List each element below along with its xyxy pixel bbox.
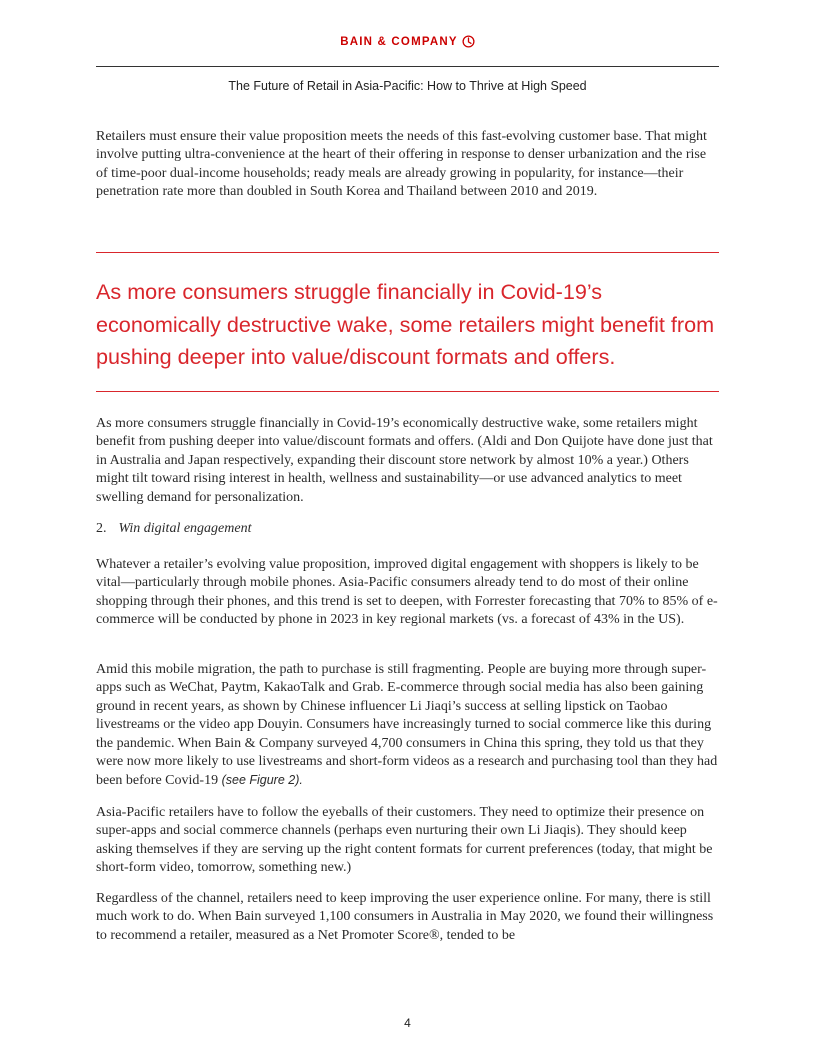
paragraph-user-experience: Regardless of the channel, retailers need to keep improving the user experience online. For many, there is still much work to do. When Bain surveyed 1,100 consumers in Australia in May 2020, we found their willingness to recommend a retailer, measured as a Net Promoter Score®, tended to be — [96, 891, 714, 943]
header-divider — [96, 66, 719, 67]
pull-quote-bottom-rule — [96, 391, 719, 392]
pull-quote-top-rule — [96, 252, 719, 253]
paragraph-mobile-migration — [96, 661, 719, 791]
paragraph-intro: Retailers must ensure their value proposition meets the needs of this fast-evolving customer base. That might involve putting ultra-convenience at the heart of their offering in response to denser urbanization and the rise of time-poor dual-income households; ready meals are already growing in popularity, for instance—their penetration rate more than doubled in South Korea and Thailand between 2010 and 2019. — [96, 129, 707, 200]
pull-quote: As more consumers struggle financially in Covid-19’s economically destructive wake, some retailers might benefit from pushing deeper into value/discount formats and offers. — [96, 279, 715, 369]
paragraph-value-formats: As more consumers struggle financially in Covid-19’s economically destructive wake, some retailers might benefit from pushing deeper into value/discount formats and offers. (Aldi and Don Quijote have done just that in Australia and Japan respectively, expanding their discount store network by almost 10% a year.) Others might tilt toward rising interest in health, wellness and sustainability—or use advanced analytics to meet swelling demand for personalization. — [96, 416, 713, 505]
figure-reference: (see Figure 2). — [221, 773, 303, 788]
document-title: The Future of Retail in Asia-Pacific: How to Thrive at High Speed — [228, 79, 587, 93]
page-number: 4 — [404, 1016, 411, 1030]
section-title: Win digital engagement — [118, 521, 252, 536]
bain-logo-icon — [462, 35, 475, 48]
paragraph-digital-engagement: Whatever a retailer’s evolving value proposition, improved digital engagement with shoppers is likely to be vital—particularly through mobile phones. Asia-Pacific consumers already tend to do most of their online shopping through their phones, and this trend is set to deepen, with Forrester forecasting that 70% to 85% of e-commerce will be conducted by phone in 2023 in key regional markets (vs. a forecast of 43% in the US). — [96, 557, 718, 628]
paragraph-mobile-migration-text: Amid this mobile migration, the path to purchase is still fragmenting. People are buying more through super-apps such as WeChat, Paytm, KakaoTalk and Grab. E-commerce through social media has also been gaining ground in recent years, as shown by Chinese influencer Li Jiaqi’s success at selling lipstick on Taobao livestreams or the video app Douyin. Consumers have increasingly turned to social commerce like this during the pandemic. When Bain & Company surveyed 4,700 consumers in China this spring, they told us that they were now more likely to use livestreams and short-form videos as a research and purchasing tool than they had been before Covid-19 — [96, 662, 718, 789]
section-heading — [96, 521, 251, 537]
paragraph-follow-eyeballs: Asia-Pacific retailers have to follow the eyeballs of their customers. They need to optimize their presence on super-apps and social commerce channels (perhaps even nurturing their own Li Jiaqis). They should keep asking themselves if they are serving up the right content formats for current preferences (today, that might be short-form video, tomorrow, something new.) — [96, 805, 713, 876]
brand-name: BAIN & COMPANY — [340, 36, 458, 48]
brand-header — [0, 35, 815, 48]
section-number: 2. — [96, 521, 107, 536]
